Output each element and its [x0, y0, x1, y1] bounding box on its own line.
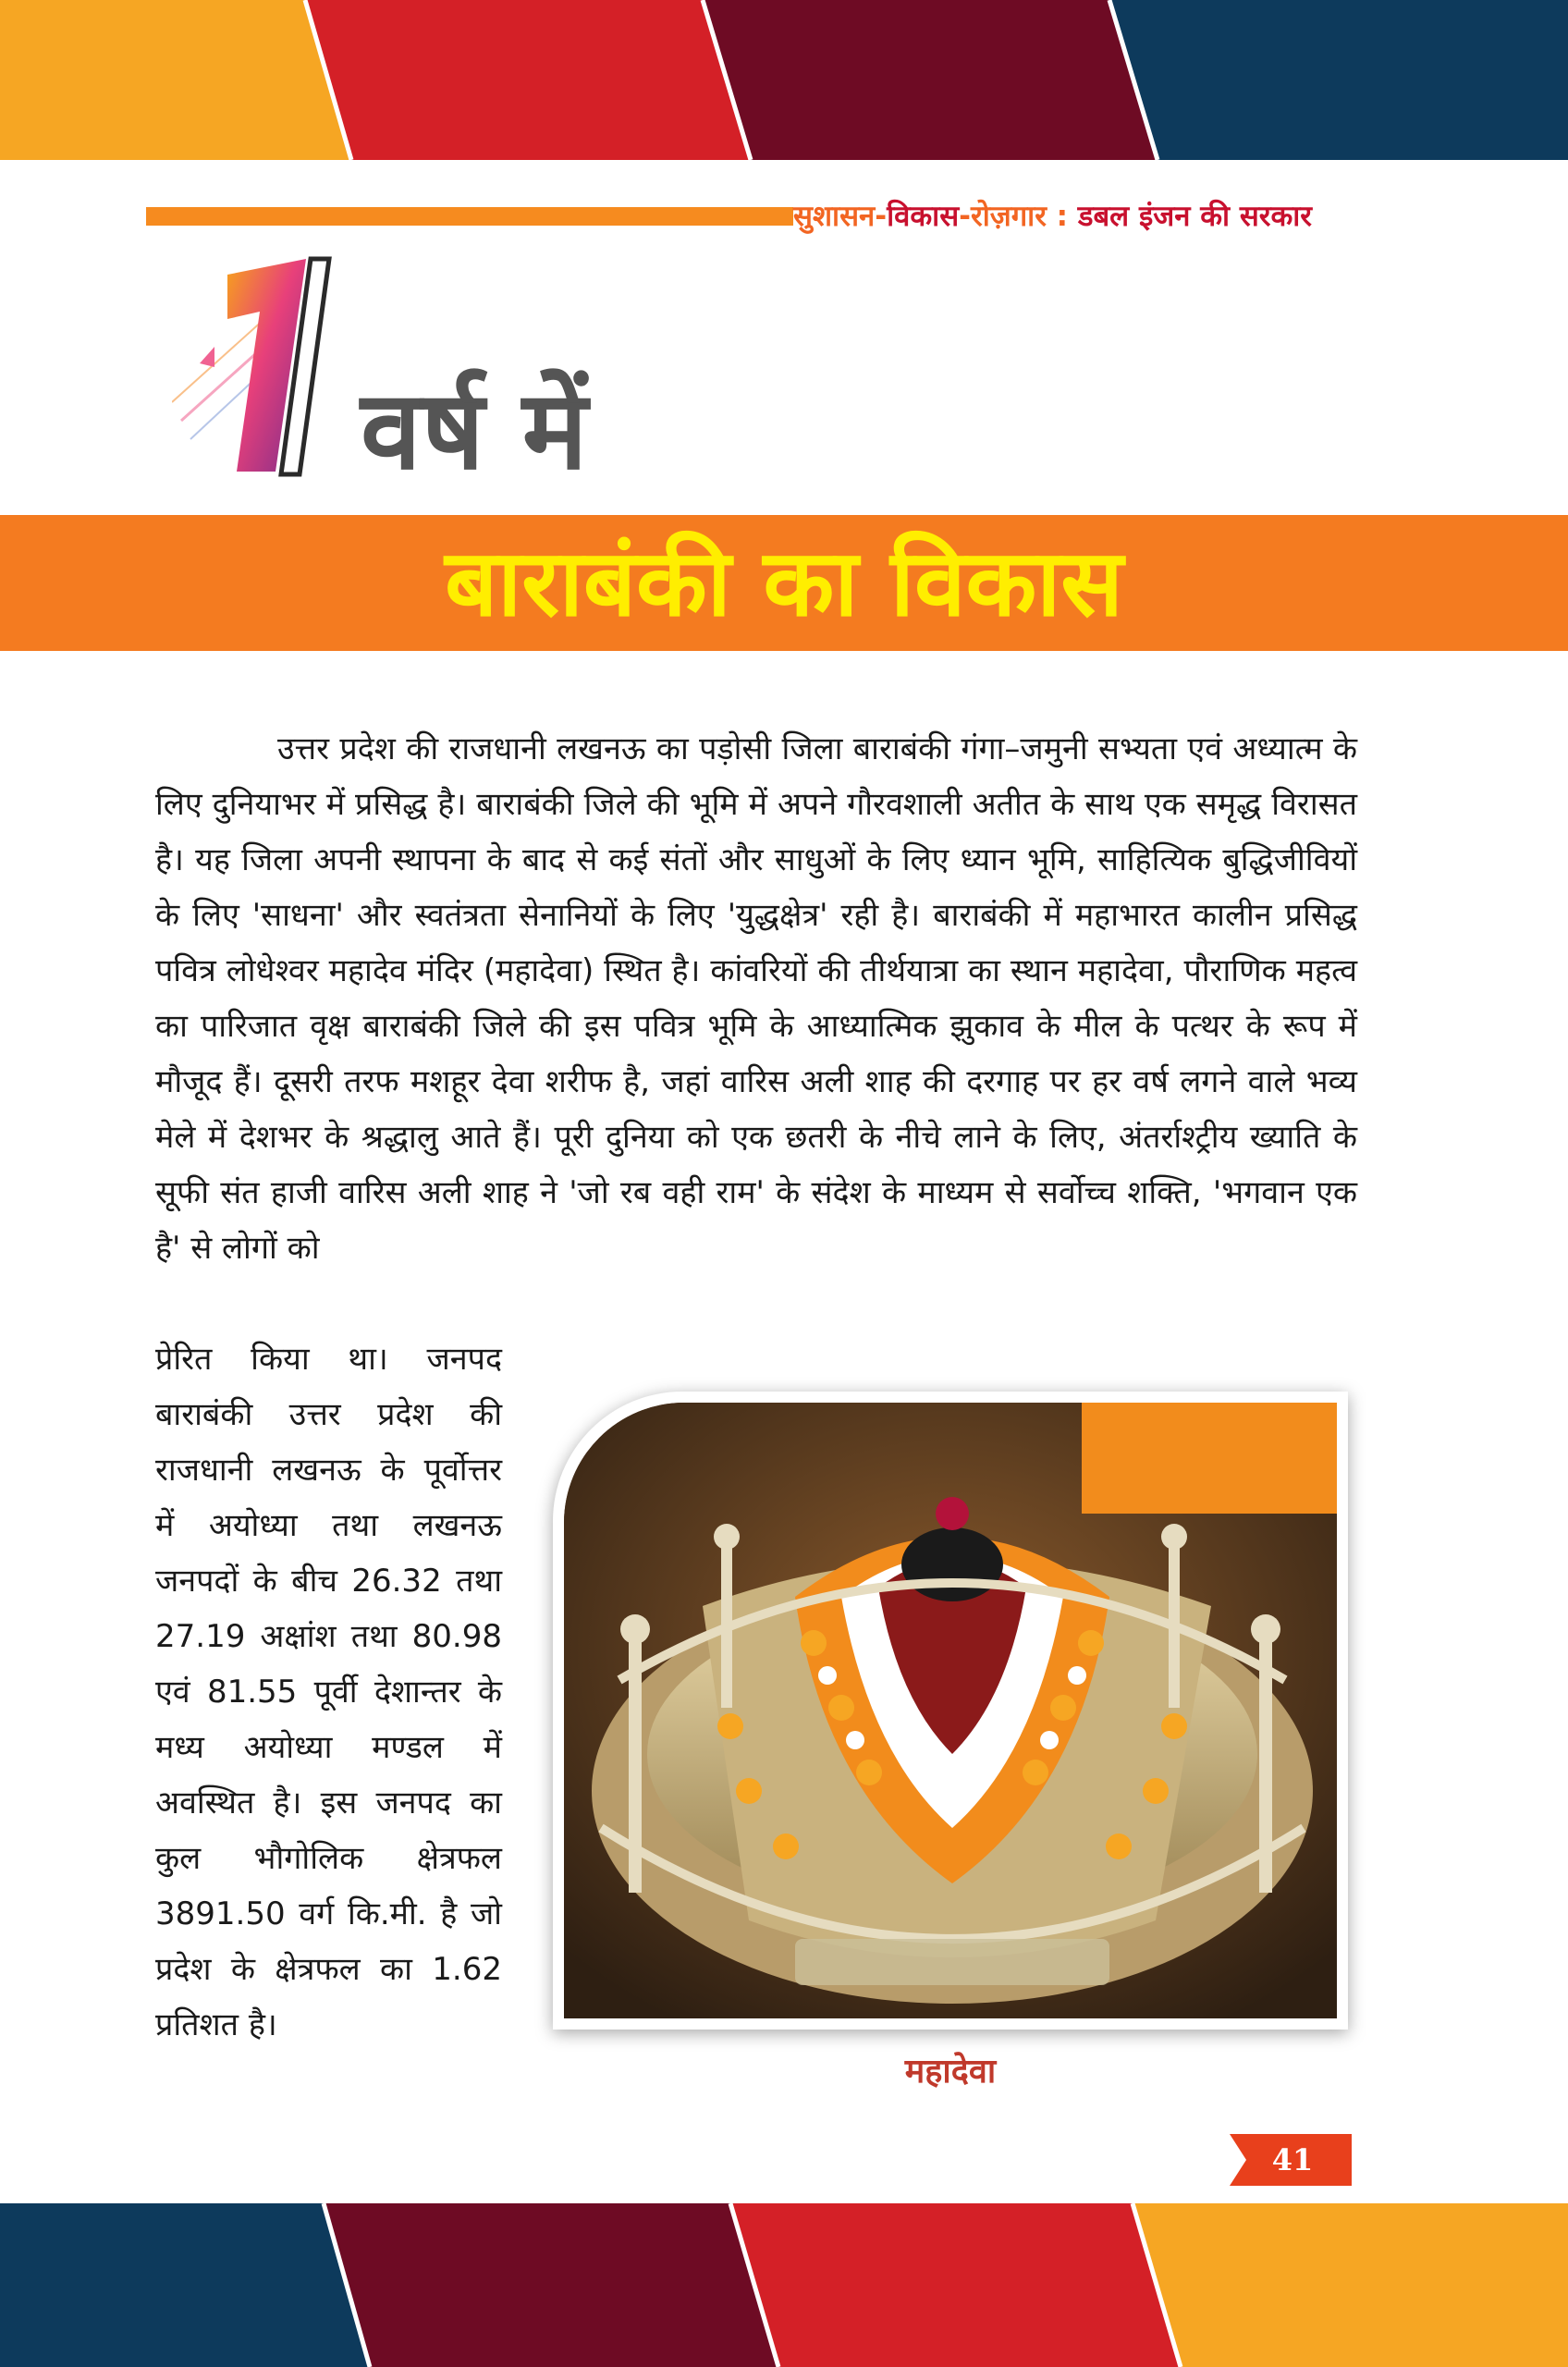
bottom-color-band: [0, 2203, 1568, 2367]
year-number-logo: [172, 254, 357, 499]
main-paragraph: उत्तर प्रदेश की राजधानी लखनऊ का पड़ोसी जिला बाराबंकी गंगा–जमुनी सभ्यता एवं अध्यात्म के लिए दुनियाभर में प्रसिद्ध है। बाराबंकी जिले की भूमि में अपने गौरवशाली अतीत के साथ एक समृद्ध विरासत है। यह जिला अपनी स्थापना के बाद से कई संतों और साधुओं के लिए ध्यान भूमि, साहित्यिक बुद्धिजीवियों के लिए 'साधना' और स्वतंत्रता सेनानियों के लिए 'युद्धक्षेत्र' रही है। बाराबंकी में महाभारत कालीन प्रसिद्ध पवित्र लोधेश्वर महादेव मंदिर (महादेवा) स्थित है। कांवरियों की तीर्थयात्रा का स्थान महादेवा, पौराणिक महत्व का पारिजात वृक्ष बाराबंकी जिले की इस पवित्र भूमि के आध्यात्मिक झुकाव के मील के पत्थर के रूप में मौजूद हैं। दूसरी तरफ मशहूर देवा शरीफ है, जहां वारिस अली शाह की दरगाह पर हर वर्ष लगने वाले भव्य मेले में देशभर के श्रद्धालु आते हैं। पूरी दुनिया को एक छतरी के नीचे लाने के लिए, अंतर्राश्ट्रीय ख्याति के सूफी संत हाजी वारिस अली शाह ने 'जो रब वही राम' के संदेश के माध्यम से सर्वोच्च शक्ति, 'भगवान एक है' से लोगों को: [155, 730, 1357, 1267]
tagline-part-double-engine: डबल इंजन की सरकार: [1077, 200, 1312, 233]
mahadeva-photo: [564, 1403, 1337, 2018]
page-number: 41: [1271, 2142, 1314, 2177]
page-title: बाराबंकी का विकास: [445, 529, 1123, 637]
tagline-part-rozgar: -रोज़गार :: [959, 200, 1078, 233]
title-banner: [0, 515, 1568, 651]
photo-frame: [553, 1392, 1348, 2030]
tagline-part-vikas: विकास: [887, 200, 960, 233]
photo-caption: महादेवा: [904, 2052, 997, 2091]
tagline-part-sushasan: सुशासन-: [793, 200, 888, 233]
side-paragraph: प्रेरित किया था। जनपद बाराबंकी उत्तर प्रदेश की राजधानी लखनऊ के पूर्वोत्तर में अयोध्या तथा लखनऊ जनपदों के बीच 26.32 तथा 27.19 अक्षांश तथा 80.98 एवं 81.55 पूर्वी देशान्तर के मध्य अयोध्या मण्डल में अवस्थित है। इस जनपद का कुल भौगोलिक क्षेत्रफल 3891.50 वर्ग कि.मी. है जो प्रदेश के क्षेत्रफल का 1.62 प्रतिशत है।: [155, 1341, 502, 2043]
header-tagline: [793, 196, 1431, 237]
top-color-band: [0, 0, 1568, 160]
year-text: वर्ष में: [361, 366, 588, 494]
header-rule: [146, 207, 793, 226]
